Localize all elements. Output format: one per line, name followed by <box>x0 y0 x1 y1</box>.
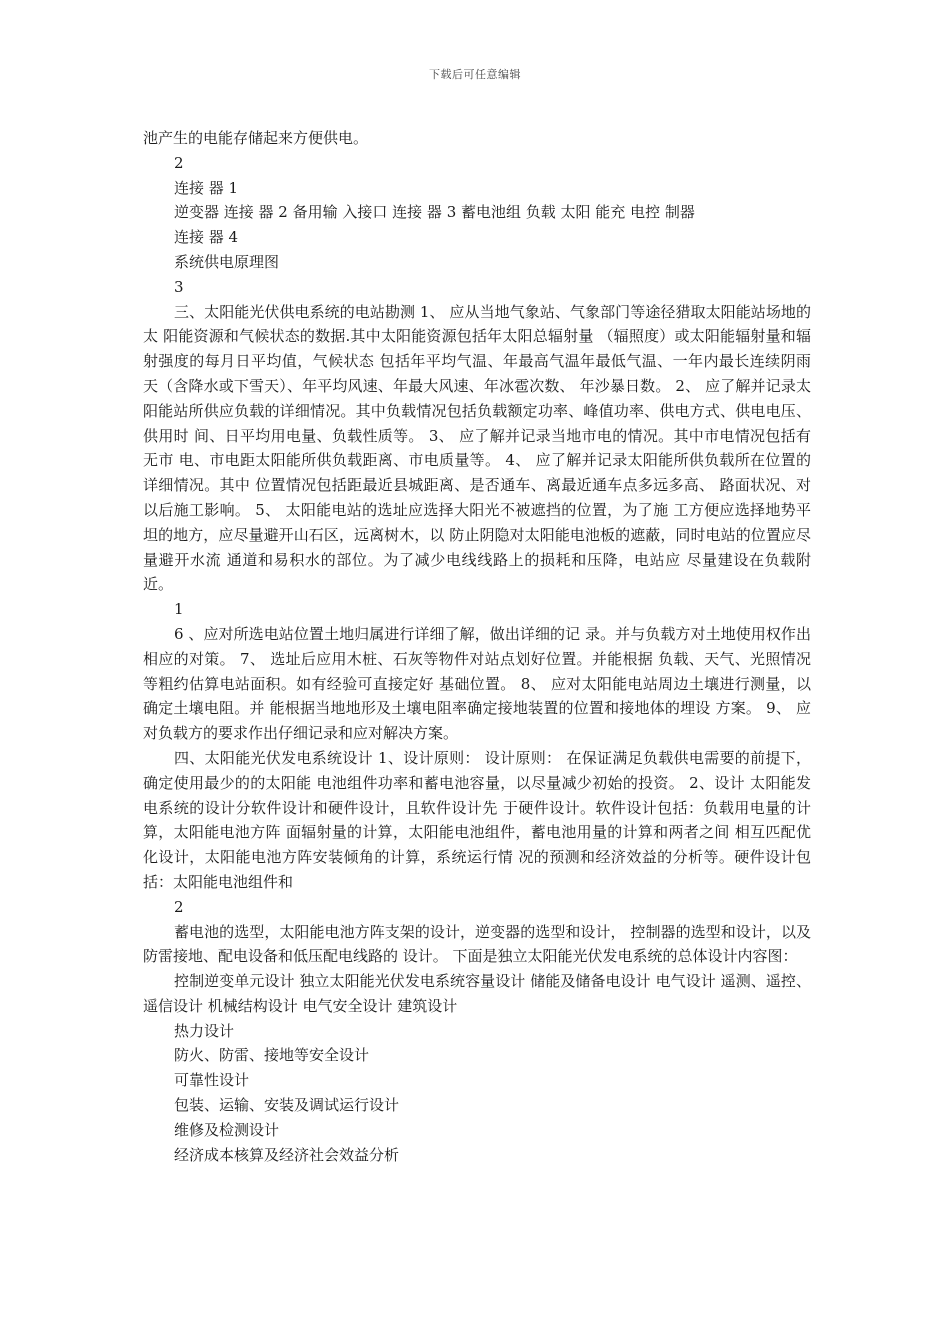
diagram-label: 逆变器 连接 器 2 备用输 入接口 连接 器 3 蓄电池组 负载 太阳 能充 电控 制器 <box>174 203 695 222</box>
diagram-label: 连接 器 1 <box>174 178 239 197</box>
page-number: 3 <box>174 277 184 296</box>
page-header-note: 下载后可任意编辑 <box>429 68 521 81</box>
paragraph-system-design: 四、太阳能光伏发电系统设计 1、设计原则： 设计原则： 在保证满足负载供电需要的前提下，确定使用最少的的太阳能 电池组件功率和蓄电池容量，以尽量减少初始的投资。 2、设计 太阳能发电系统的设计分软件设计和硬件设计，且软件设计先 于硬件设计。软件设计包括：负载用电量的计算，太阳能电池方阵 面辐射量的计算，太阳能电池组件，蓄电池用量的计算和两者之间 相互匹配优化设计，太阳能电池方阵安装倾角的计算，系统运行情 况的预测和经济效益的分析等。硬件设计包括：太阳能电池组件和 <box>143 748 811 891</box>
paragraph-design-continued: 蓄电池的选型，太阳能电池方阵支架的设计，逆变器的选型和设计， 控制器的选型和设计，以及防雷接地、配电设备和低压配电线路的 设计。 下面是独立太阳能光伏发电系统的总体设计内容图： <box>143 922 811 966</box>
design-list-item: 控制逆变单元设计 独立太阳能光伏发电系统容量设计 储能及储备电设计 电气设计 遥测、遥控、遥信设计 机械结构设计 电气安全设计 建筑设计 <box>143 972 811 1015</box>
paragraph-site-survey: 三、太阳能光伏供电系统的电站勘测 1、 应从当地气象站、气象部门等途径猎取太阳能站场地的太 阳能资源和气候状态的数据.其中太阳能资源包括年太阳总辐射量 （辐照度）或太阳能辐射量和辐射强度的每月日平均值，气候状态 包括年平均气温、年最高气温年最低气温、一年内最长连续阴雨 天（含降水或下雪天）、年平均风速、年最大风速、年冰雹次数、 年沙暴日数。 2、 应了解并记录太阳能站所供应负载的详细情况。其中负载情况包括负载额定功率、峰值功率、供电方式、供电电压、供用时 间、日平均用电量、负载性质等。 3、 应了解并记录当地市电的情况。其中市电情况包括有无市 电、市电距太阳能所供负载距离、市电质量等。 4、 应了解并记录太阳能所供负载所在位置的详细情况。其中 位置情况包括距最近县城距离、是否通车、离最近通车点多远多高、 路面状况、对以后施工影响。 5、 太阳能电站的选址应选择大阳光不被遮挡的位置，为了施 工方便应选择地势平坦的地方，应尽量避开山石区，远离树木，以 防止阴隐对太阳能电池板的遮蔽，同时电站的位置应尽量避开水流 通道和易积水的部位。为了减少电线线路上的损耗和压降，电站应 尽量建设在负载附近。 <box>143 302 811 594</box>
design-list-item: 可靠性设计 <box>174 1071 250 1090</box>
design-list-item: 防火、防雷、接地等安全设计 <box>174 1046 370 1065</box>
page-number: 2 <box>174 153 184 172</box>
paragraph: 池产生的电能存储起来方便供电。 <box>143 129 369 147</box>
diagram-label: 连接 器 4 <box>174 228 239 247</box>
design-list-item: 热力设计 <box>174 1021 235 1040</box>
page-number: 1 <box>174 600 184 619</box>
document-body <box>143 126 811 1167</box>
page-number: 2 <box>174 897 184 916</box>
paragraph-site-survey-continued: 6 、应对所选电站位置土地归属进行详细了解，做出详细的记 录。并与负载方对土地使用权作出相应的对策。 7、 选址后应用木桩、石灰等物件对站点划好位置。并能根据 负载、天气、光照情况等粗约估算电站面积。如有经验可直接定好 基础位置。 8、 应对太阳能电站周边土壤进行测量，以确定土壤电阻。并 能根据当地地形及土壤电阻率确定接地装置的位置和接地体的埋设 方案。 9、 应对负载方的要求作出仔细记录和应对解决方案。 <box>143 624 811 743</box>
design-list-item: 经济成本核算及经济社会效益分析 <box>174 1145 400 1164</box>
design-list-item: 维修及检测设计 <box>174 1120 280 1139</box>
diagram-caption: 系统供电原理图 <box>174 252 280 271</box>
design-list-item: 包装、运输、安装及调试运行设计 <box>174 1096 400 1115</box>
